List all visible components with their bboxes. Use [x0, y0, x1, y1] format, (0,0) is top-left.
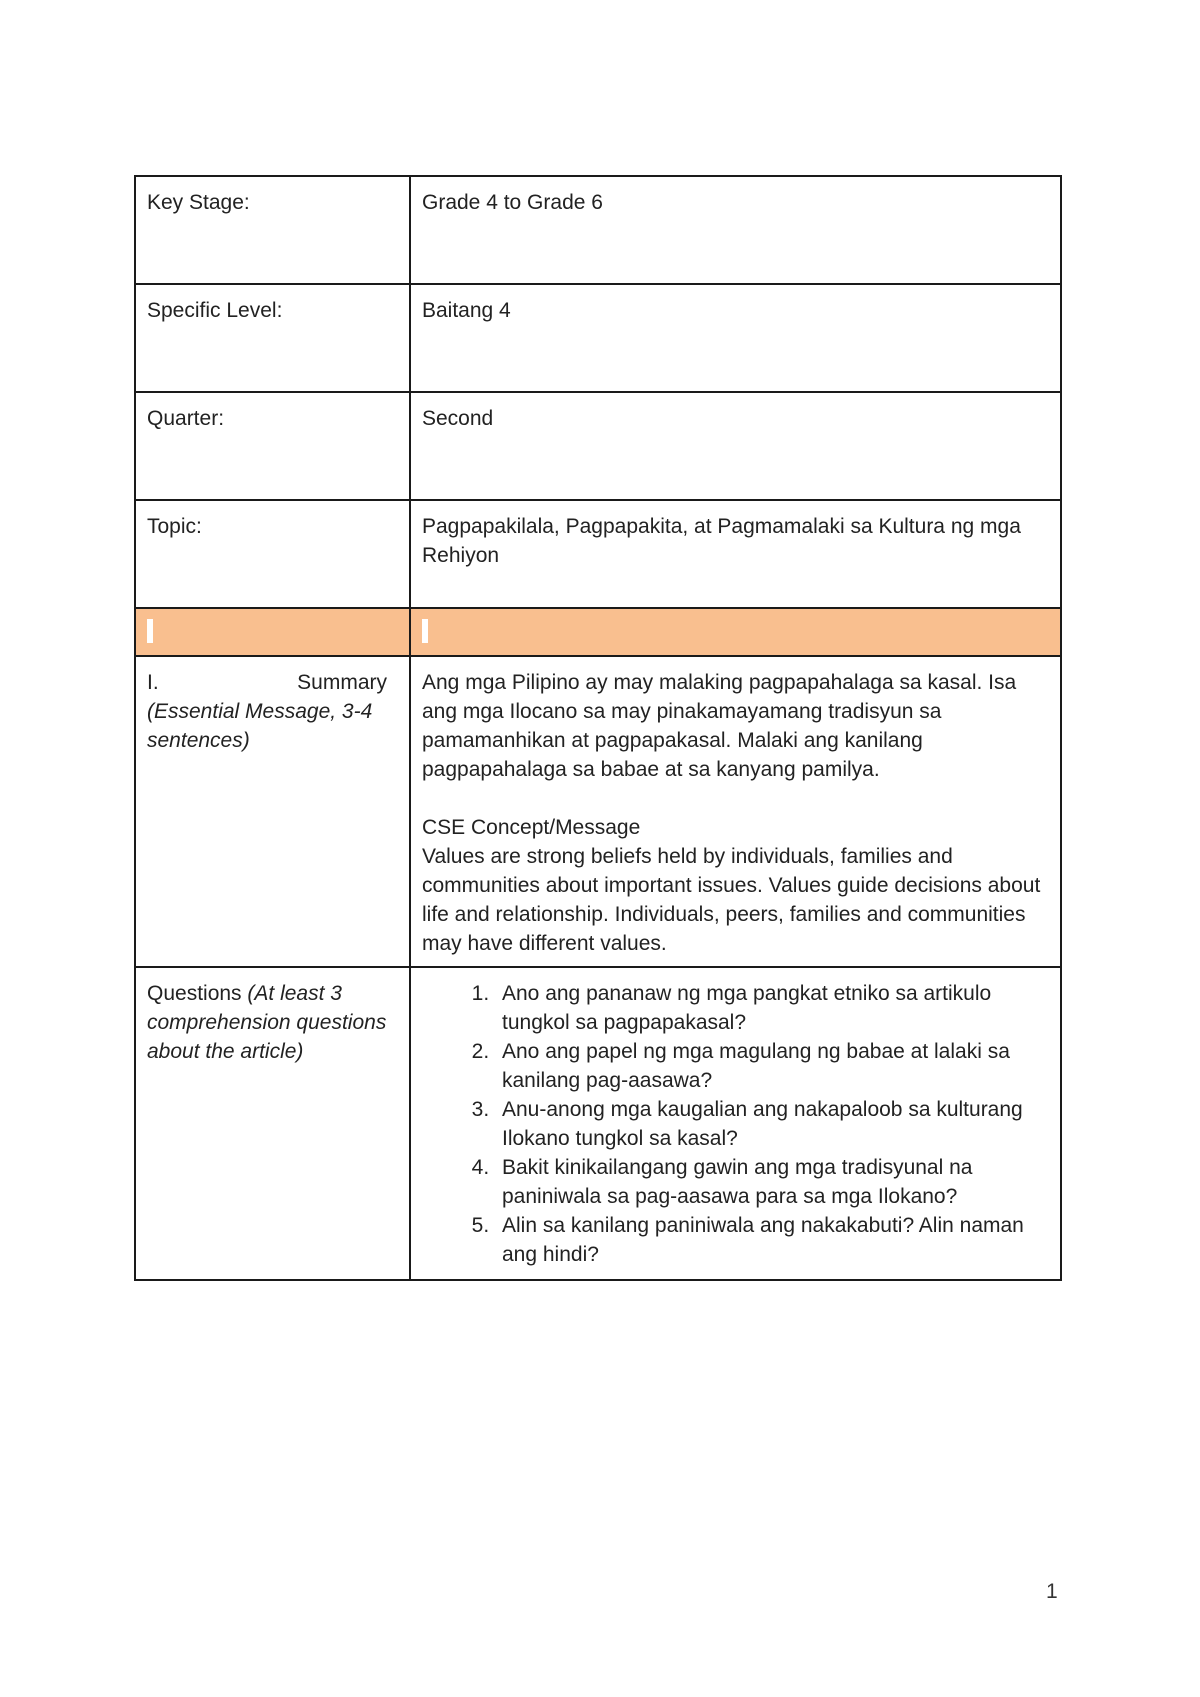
- question-item: 4. Bakit kinikailangang gawin ang mga tradisyunal na paniniwala sa pag-aasawa para sa mga Ilokano?: [495, 1153, 1049, 1211]
- summary-note: (Essential Message, 3-4 sentences): [147, 700, 373, 752]
- question-item: 2. Ano ang papel ng mga magulang ng babae at lalaki sa kanilang pag-aasawa?: [495, 1037, 1049, 1095]
- questions-label-cell: [135, 967, 410, 1280]
- question-item: 5. Alin sa kanilang paniniwala ang nakakabuti? Alin naman ang hindi?: [495, 1211, 1049, 1269]
- key-stage-value: Grade 4 to Grade 6: [410, 176, 1061, 284]
- summary-number: I.: [147, 671, 159, 694]
- quarter-label: Quarter:: [135, 392, 410, 500]
- row-specific-level: [135, 284, 1061, 392]
- band-marker: [147, 619, 153, 643]
- question-item: 3. Anu-anong mga kaugalian ang nakapaloob sa kulturang Ilokano tungkol sa kasal?: [495, 1095, 1049, 1153]
- row-topic: [135, 500, 1061, 608]
- summary-content-cell: [410, 656, 1061, 967]
- question-item: 1. Ano ang pananaw ng mga pangkat etniko sa artikulo tungkol sa pagpapakasal?: [495, 979, 1049, 1037]
- paragraph-gap: [422, 784, 1049, 813]
- topic-value: Pagpapakilala, Pagpapakita, at Pagmamalaki sa Kultura ng mga Rehiyon: [410, 500, 1061, 608]
- summary-text: Ang mga Pilipino ay may malaking pagpapahalaga sa kasal. Isa ang mga Ilocano sa may pinakamayamang tradisyun sa pamamanhikan at pagpapakasal. Malaki ang kanilang pagpapahalaga sa babae at sa kanyang pamilya.: [422, 671, 1017, 781]
- quarter-value: Second: [410, 392, 1061, 500]
- summary-label: [147, 668, 387, 697]
- questions-list: [422, 979, 1049, 1269]
- row-quarter: [135, 392, 1061, 500]
- band-cell-right: [410, 608, 1061, 656]
- row-key-stage: [135, 176, 1061, 284]
- cse-heading: CSE Concept/Message: [422, 816, 641, 839]
- questions-label: Questions: [147, 982, 242, 1005]
- key-stage-label: Key Stage:: [135, 176, 410, 284]
- row-summary: [135, 656, 1061, 967]
- row-questions: [135, 967, 1061, 1280]
- lesson-plan-table: [134, 175, 1062, 1281]
- row-color-band: [135, 608, 1061, 656]
- topic-label: Topic:: [135, 500, 410, 608]
- specific-level-value: Baitang 4: [410, 284, 1061, 392]
- questions-note: (At least 3 comprehension questions about the article): [147, 982, 387, 1063]
- summary-word: Summary: [297, 671, 387, 694]
- cse-text: Values are strong beliefs held by individuals, families and communities about important issues. Values guide decisions about life and relationship. Individuals, peers, families and communities may have different values.: [422, 845, 1041, 955]
- band-marker: [422, 619, 428, 643]
- band-cell-left: [135, 608, 410, 656]
- specific-level-label: Specific Level:: [135, 284, 410, 392]
- summary-label-cell: [135, 656, 410, 967]
- page-number: 1: [1046, 1580, 1058, 1603]
- questions-content-cell: [410, 967, 1061, 1280]
